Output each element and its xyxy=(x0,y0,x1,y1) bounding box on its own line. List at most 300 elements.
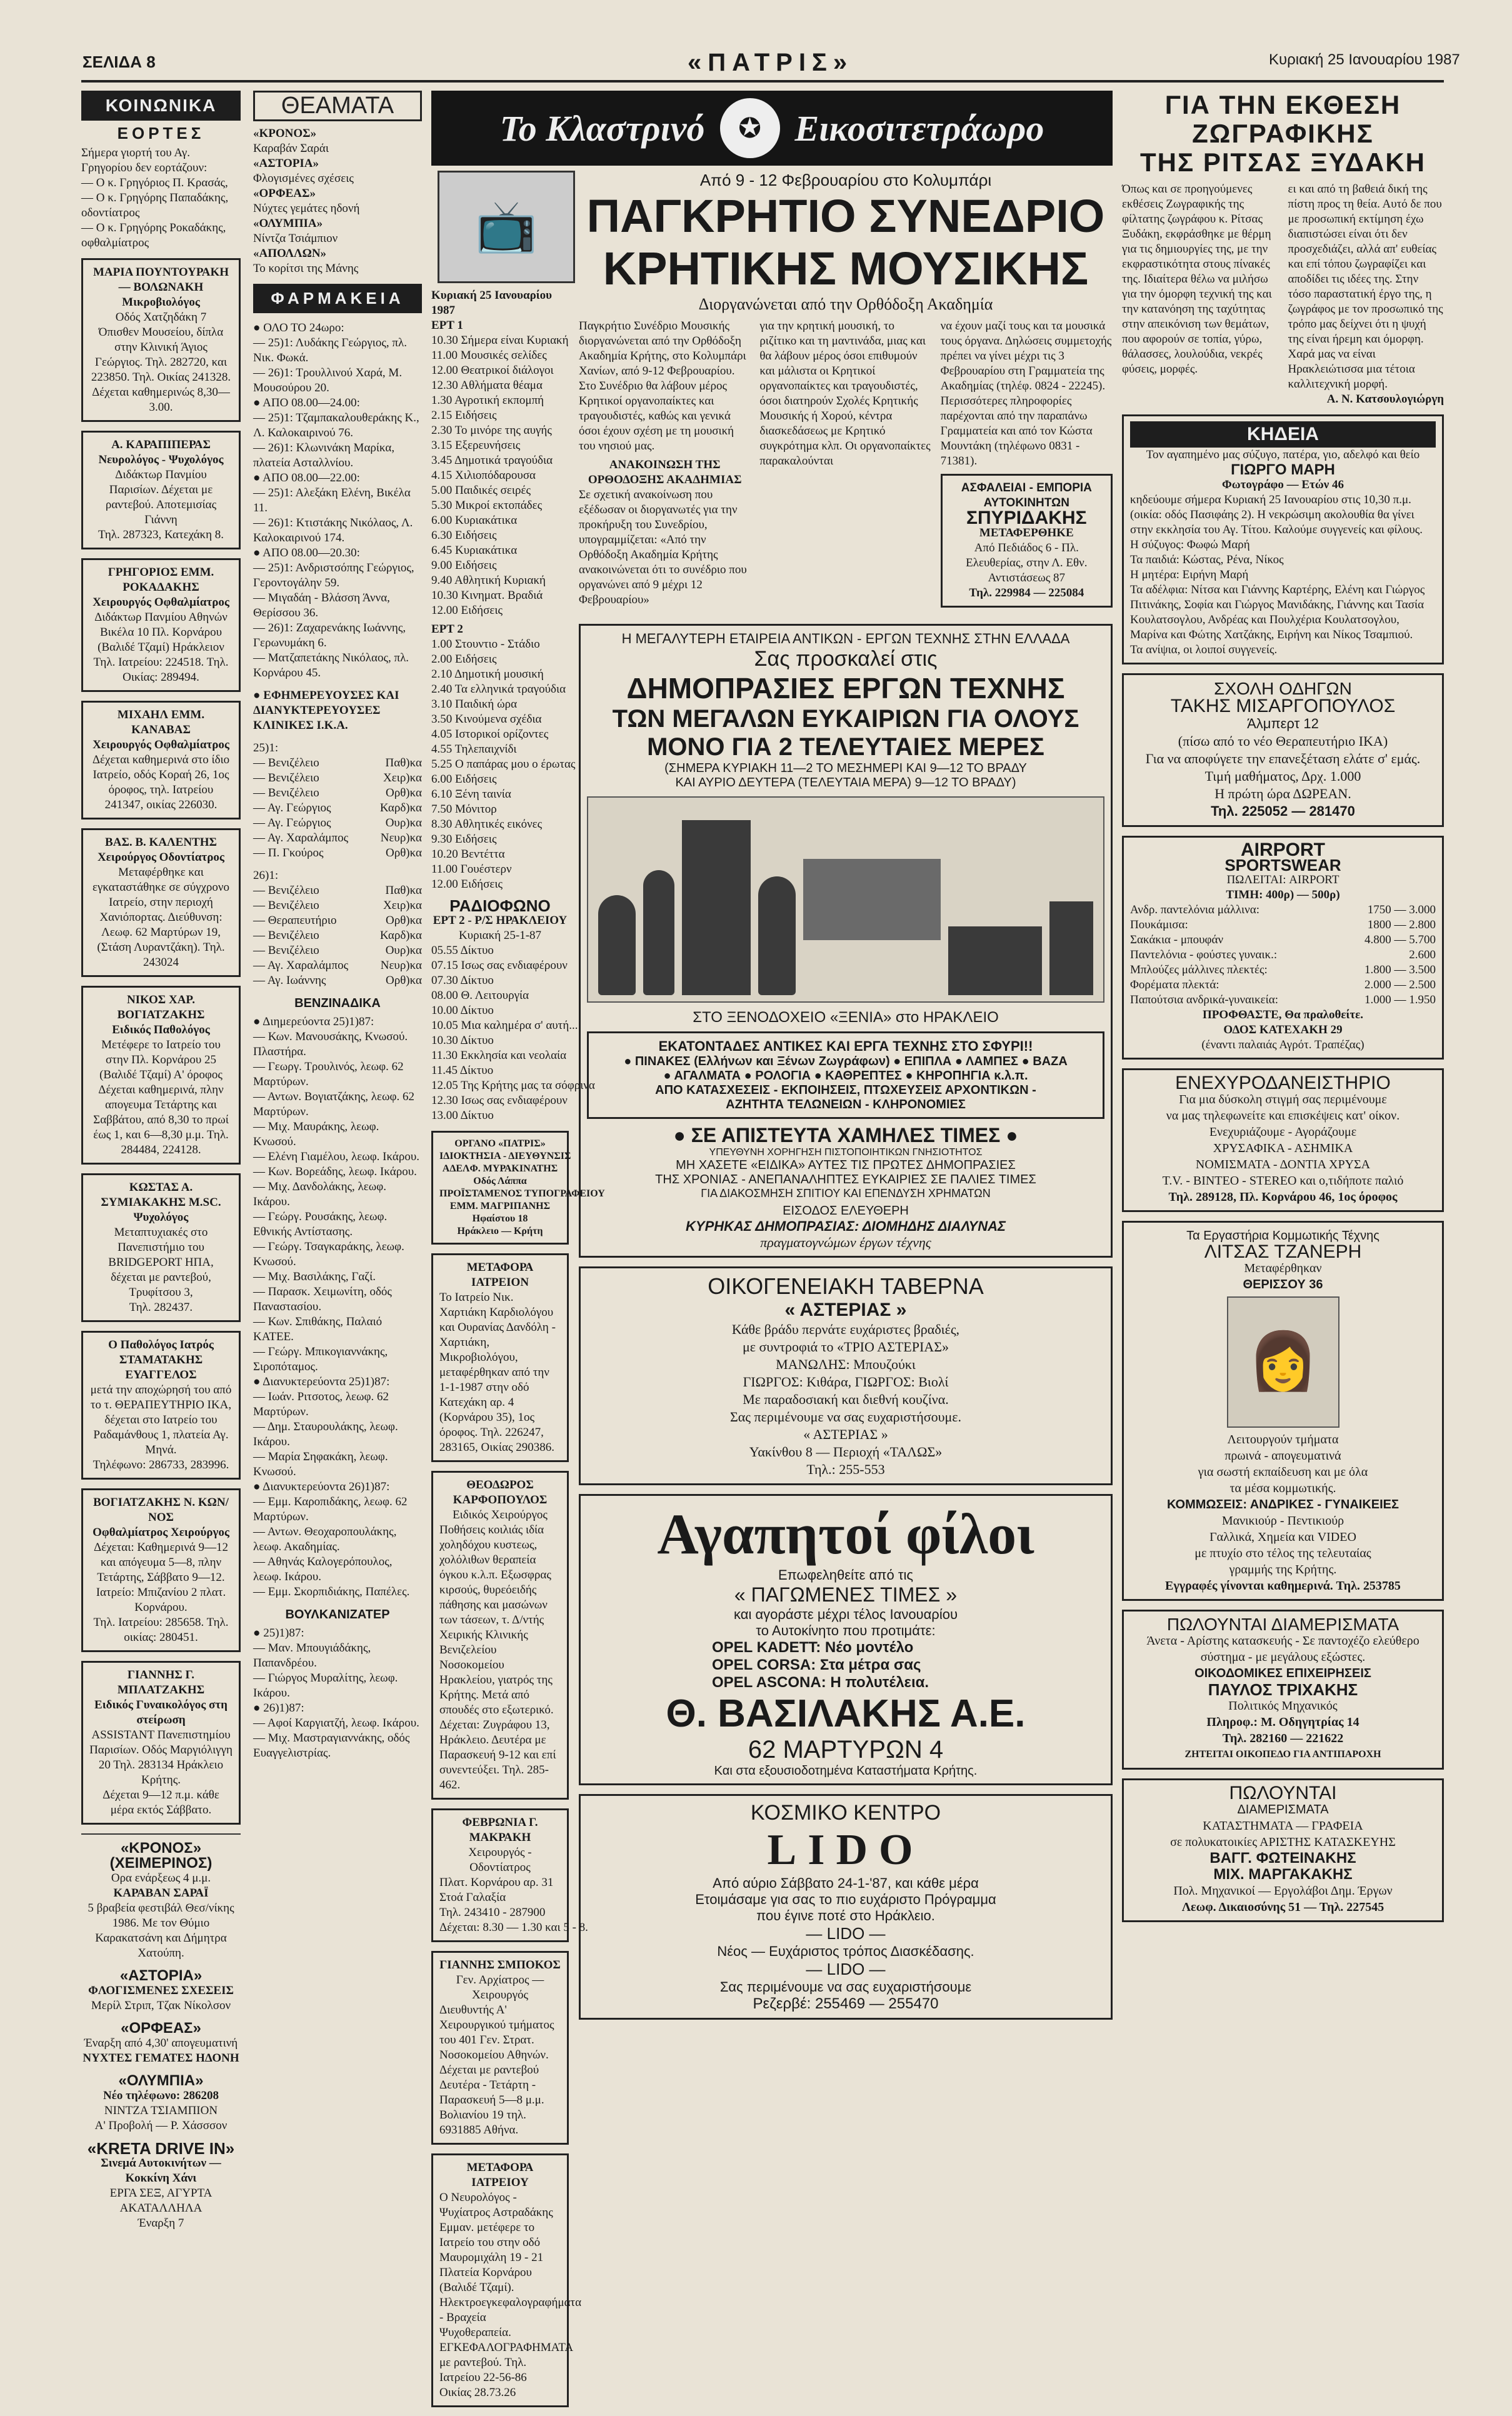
table-icon xyxy=(948,926,1042,995)
beauty-phone: Εγγραφές γίνονται καθημερινά. Τηλ. 253785 xyxy=(1165,1579,1401,1593)
heortes-title: ΕΟΡΤΕΣ xyxy=(117,124,205,143)
pawn-line: ΝΟΜΙΣΜΑΤΑ - ΔΟΝΤΙΑ ΧΡΥΣΑ xyxy=(1195,1158,1371,1171)
congress-text-2: για την κρητική μουσική, το ριζίτικο και τη μαντινάδα, μιας και θα λάβουν μέρος όσοι επιθυμούν και μάλιστα οι Κρητικοί οργανοπαίκτες και τραγουδιστές, όσοι διατηρούν Σχολές Κρητικής Μουσικής ή Χορού, κέντρα διασκεδάσεως με Κρητικό συγκρότημα κλπ. Οι οργανοπαίκτες παρακαλούνται xyxy=(759,319,931,468)
cinema-line: ΚΑΡΑΒΑΝ ΣΑΡΑΪ xyxy=(113,1887,209,1900)
insurance-title: ΑΣΦΑΛΕΙΑΙ - ΕΜΠΟΡΙΑ ΑΥΤΟΚΙΝΗΤΩΝ xyxy=(961,481,1092,509)
vulcan-line: — Μαν. Μπουγιάδάκης, Παπανδρέου. xyxy=(253,1642,371,1670)
sale2-title: ΠΩΛΟΥΝΤΑΙ xyxy=(1229,1783,1337,1803)
pawn-line: Για μια δύσκολη στιγμή σας περιμένουμε xyxy=(1179,1093,1387,1106)
cinema-line: ΕΡΓΑ ΣΕΞ, ΑΓΥΡΤΑ ΑΚΑΤΑΛΛΗΛΑ xyxy=(109,2187,213,2215)
theodoros-box xyxy=(431,1471,569,1800)
beauty-line: τα μέσα κομμωτικής. xyxy=(1229,1481,1336,1495)
doctor-line: Τηλέφωνο: 286733, 283996. xyxy=(93,1458,229,1471)
cinema-film: Νύχτες γεμάτες ηδονή xyxy=(253,202,360,215)
kideia-name: ΓΙΩΡΓΟ ΜΑΡΗ xyxy=(1231,461,1335,478)
airport-shop: ΠΩΛΕΙΤΑΙ: AIRPORT xyxy=(1226,873,1339,886)
schedule-line: 12.00 Ειδήσεις xyxy=(431,878,503,891)
auction-entry: ΕΙΣΟΔΟΣ ΕΛΕΥΘΕΡΗ xyxy=(783,1204,909,1218)
pharmacy-line: — 26)1: Κτιστάκης Νικόλαος, Λ. Καλοκαιρινού 174. xyxy=(253,516,413,544)
doctor-line: Μεταφέρθηκε και εγκαταστάθηκε σε σύγχρονο Ιατρείο, στην περιοχή Χανιόπορτας. Διεύθυνση: xyxy=(92,866,230,924)
duty-title: ● ΕΦΗΜΕΡΕΥΟΥΣΕΣ ΚΑΙ ΔΙΑΝΥΚΤΕΡΕΥΟΥΣΕΣ ΚΛΙΝΙΚΕΣ Ι.Κ.Α. xyxy=(253,689,399,732)
social-banner: ΚΟΙΝΩΝΙΚΑ xyxy=(81,91,241,121)
airport-item-cell: Φορέματα πλεκτά: xyxy=(1130,978,1219,991)
fevronia-line: Στοά Γαλαξία xyxy=(439,1891,506,1904)
duty-row-cell: Παθ)κα xyxy=(385,884,422,897)
duty-row-cell: — Βενιζέλειο xyxy=(253,771,319,784)
doctor-list xyxy=(81,258,241,1825)
duty-row xyxy=(253,973,422,988)
metafora-box xyxy=(431,1253,569,1462)
airport-item-cell: 4.800 — 5.700 xyxy=(1364,933,1436,946)
theodoros-title: ΘΕΟΔΩΡΟΣ ΚΑΡΦΟΠΟΥΛΟΣ xyxy=(453,1478,548,1506)
metafora-text: Το Ιατρείο Νικ. Χαρτιάκη Καρδιολόγου και Ουρανίας Δανδόλη - Χαρτιάκη, Μικροβιολόγου, μεταφέρθηκαν από την 1-1-1987 στην οδό Κατεχάκη αρ. 4 (Κορνάρου 35), 1ος όροφος. Τηλ. 226247, 283165, Οικίας 290386. xyxy=(439,1291,556,1454)
fevronia-line: Πλατ. Κορνάρου αρ. 31 xyxy=(439,1876,554,1889)
duty-row xyxy=(253,846,422,861)
sale-company: ΟΙΚΟΔΟΜΙΚΕΣ ΕΠΙΧΕΙΡΗΣΕΙΣ xyxy=(1194,1667,1371,1680)
doctor-name: Α. ΚΑΡΑΠΙΠΕΡΑΣ xyxy=(111,438,211,451)
congress-sub: Διοργανώνεται από την Ορθόδοξη Ακαδημία xyxy=(698,295,993,313)
school-addr2: (πίσω από το νέο Θεραπευτήριο ΙΚΑ) xyxy=(1178,733,1388,749)
beauty-name: ΛΙΤΣΑΣ ΤΖΑΝΕΡΗ xyxy=(1204,1241,1362,1262)
heortes-line: — Ο κ. Γρηγόρης Ροκαδάκης, οφθαλμίατρος xyxy=(81,221,226,249)
radio-line: 12.05 Της Κρήτης μας τα σόφρινα xyxy=(431,1079,595,1092)
exhibit-body xyxy=(1122,182,1444,407)
cinema-film: Νίντζα Τσιάμπιον xyxy=(253,232,338,245)
doctor-card xyxy=(81,258,241,422)
doctor-card xyxy=(81,986,241,1165)
beauty-box xyxy=(1122,1221,1444,1601)
heortes-line: Σήμερα γιορτή του Αγ. Γρηγορίου δεν εορτάζουν: xyxy=(81,146,208,174)
petrol-line: — Μαρία Σηφακάκη, λεωφ. Κνωσού. xyxy=(253,1450,388,1478)
pharmacy-line: — 26)1: Ζαχαρενάκης Ιωάννης, Γερωνυμάκη 6. xyxy=(253,621,406,649)
petrol-line: — Μιχ. Βασιλάκης, Γαζί. xyxy=(253,1270,376,1283)
taverna-line: Κάθε βράδυ περνάτε ευχάριστες βραδιές, xyxy=(731,1321,960,1337)
auction-intro: Η ΜΕΓΑΛΥΤΕΡΗ ΕΤΑΙΡΕΙΑ ΑΝΤΙΚΩΝ - ΕΡΓΩΝ ΤΕΧΝΗΣ ΣΤΗΝ ΕΛΛΑΔΑ xyxy=(621,631,1070,646)
schedule-line: 9.30 Ειδήσεις xyxy=(431,833,497,846)
duty-row-cell: Καρδ)κα xyxy=(379,929,422,942)
antiques-photo xyxy=(587,796,1104,1003)
schedule-line: 2.15 Ειδήσεις xyxy=(431,409,497,422)
taverna-name: « ΑΣΤΕΡΙΑΣ » xyxy=(784,1300,907,1320)
petrol-line: ● Διανυκτερεύοντα 25)1)87: xyxy=(253,1375,390,1388)
airport-item xyxy=(1130,978,1436,993)
cinema-line: ΝΥΧΤΕΣ ΓΕΜΑΤΕΣ ΗΔΟΝΗ xyxy=(83,2052,239,2065)
announce-title: ΑΝΑΚΟΙΝΩΣΗ ΤΗΣ ΟΡΘΟΔΟΞΗΣ ΑΚΑΔΗΜΙΑΣ xyxy=(588,458,742,486)
fevronia-box xyxy=(431,1808,588,1942)
doctor-name: ΚΩΣΤΑΣ Α. ΣΥΜΙΑΚΑΚΗΣ M.SC. xyxy=(101,1181,221,1209)
school-line: Για να αποφύγετε την επανεξέταση ελάτε σ' εμάς. xyxy=(1145,751,1421,766)
taverna-line: « ΑΣΤΕΡΙΑΣ » xyxy=(803,1426,888,1442)
airport-foot: (έναντι παλαιάς Αγρότ. Τραπέζας) xyxy=(1201,1038,1364,1051)
radio-line: 08.00 Θ. Λειτουργία xyxy=(431,989,529,1002)
doctor-card xyxy=(81,1488,241,1652)
vulcan-line: ● 25)1)87: xyxy=(253,1627,304,1640)
schedule-line: 5.00 Παιδικές σειρές xyxy=(431,484,531,497)
lido-wait: Σας περιμένουμε να σας ευχαριστήσουμε xyxy=(719,1979,972,1995)
schedule-line: 6.00 Κυριακάτικα xyxy=(431,514,518,527)
duty-row xyxy=(253,898,422,913)
beauty-lines xyxy=(1130,1431,1436,1496)
airport-box xyxy=(1122,836,1444,1060)
lido-title: ΚΟΣΜΙΚΟ ΚΕΝΤΡΟ xyxy=(750,1801,941,1825)
pawn-box xyxy=(1122,1068,1444,1212)
airport-price: ΤΙΜΗ: 400ρ) — 500ρ) xyxy=(1226,888,1340,901)
school-line: Τιμή μαθήματος, Δρχ. 1.000 xyxy=(1204,768,1361,784)
doctor-line: Μικροβιολόγος xyxy=(122,296,200,309)
banner-right-text: Εικοσιτετράωρο xyxy=(794,108,1044,149)
airport-sub: SPORTSWEAR xyxy=(1224,856,1341,875)
duty-list-26 xyxy=(253,868,422,988)
vulcan-line: — Αφοί Καργιατζή, λεωφ. Ικάρου. xyxy=(253,1717,419,1730)
doctor-name: ΒΟΓΙΑΤΖΑΚΗΣ Ν. ΚΩΝ/ΝΟΣ xyxy=(93,1496,229,1524)
beauty-line: Λειτουργούν τμήματα xyxy=(1227,1433,1339,1446)
kideia-age: Φωτογράφο — Ετών 46 xyxy=(1222,478,1344,491)
agapitoi-address: 62 ΜΑΡΤΥΡΩΝ 4 xyxy=(748,1736,944,1763)
beauty-manicure: Μανικιούρ - Πεντικιούρ xyxy=(1221,1514,1344,1528)
petrol-line: — Αντων. Θεοχαροπουλάκης, λεωφ. Ακαδημίας. xyxy=(253,1525,397,1553)
fevronia-line: Τηλ. 243410 - 287900 xyxy=(439,1906,546,1919)
vulcan-title: ΒΟΥΛΚΑΝΙΖΑΤΕΡ xyxy=(285,1608,390,1622)
duty-row-cell: — Π. Γκούρος xyxy=(253,846,324,860)
duty-row-cell: Ουρ)κα xyxy=(385,816,422,830)
duty-row xyxy=(253,786,422,801)
auction-box-line: ● ΑΓΑΛΜΑΤΑ ● ΡΟΛΟΓΙΑ ● ΚΑΘΡΕΠΤΕΣ ● ΚΗΡΟΠΗΓΙΑ κ.λ.π. xyxy=(663,1069,1028,1083)
doctor-line: Μετέφερε το Ιατρείο του στην Πλ. Κορνάρου 25 (Βαλιδέ Τζαμί) Α' όροφος xyxy=(99,1038,223,1081)
beauty-addr: ΘΕΡΙΣΣΟΥ 36 xyxy=(1243,1278,1323,1291)
schedule-line: 2.30 Το μινόρε της αυγής xyxy=(431,424,552,437)
schedule-line: 8.30 Αθλητικές εικόνες xyxy=(431,818,543,831)
doctor-name: Ο Παθολόγος Ιατρός ΣΤΑΜΑΤΑΚΗΣ ΕΥΑΓΓΕΛΟΣ xyxy=(108,1338,214,1381)
schedule-line: 4.15 Χιλιοπόδαρουσα xyxy=(431,469,536,482)
airport-foot: ΠΡΟΦΘΑΣΤΕ, Θα πραλοθείτε. xyxy=(1203,1008,1363,1021)
schedule-line: 2.00 Ειδήσεις xyxy=(431,653,497,666)
cinema-name: «ΑΠΟΛΛΩΝ» xyxy=(253,247,327,260)
auction-sub-2: ΜΟΝΟ ΓΙΑ 2 ΤΕΛΕΥΤΑΙΕΣ ΜΕΡΕΣ xyxy=(647,733,1044,761)
exhibit-sign: Α. Ν. Κατσουλογιώργη xyxy=(1326,393,1444,406)
petrol-line: — Γεώργ. Μπικογιαννάκης, Σιροπόταμος. xyxy=(253,1345,388,1373)
doctor-line: Νευρολόγος - Ψυχολόγος xyxy=(98,453,224,466)
duty-row-cell: Καρδ)κα xyxy=(379,801,422,815)
cinema-line: ΦΛΟΓΙΣΜΕΝΕΣ ΣΧΕΣΕΙΣ xyxy=(88,1984,234,1997)
schedule-date: Κυριακή 25 Ιανουαρίου 1987 xyxy=(431,289,553,317)
pawn-line: T.V. - ΒΙΝΤΕΟ - STEREO και ο,τιδήποτε παλιό xyxy=(1162,1174,1404,1188)
pharmacy-line: — 25)1: Ανδριστσόπης Γεώργιος, Γεροντογάλην 59. xyxy=(253,561,414,589)
pawn-phone: Τηλ. 289128, Πλ. Κορνάρου 46, 1ος όροφος xyxy=(1168,1190,1398,1204)
auction-auctioneer-role: πραγματογνώμων έργων τέχνης xyxy=(760,1235,931,1250)
agapitoi-ad xyxy=(579,1494,1113,1785)
sale2-name: ΜΙΧ. ΜΑΡΓΑΚΑΚΗΣ xyxy=(1213,1866,1353,1883)
auction-dont-miss: ΤΗΣ ΧΡΟΝΙΑΣ - ΑΝΕΠΑΝΑΛΗΠΤΕΣ ΕΥΚΑΙΡΙΕΣ ΣΕ ΠΑΛΙΕΣ ΤΙΜΕΣ xyxy=(655,1173,1036,1186)
insurance-name: ΣΠΥΡΙΔΑΚΗΣ xyxy=(966,508,1087,528)
doctor-line: Χειρούργος Οδοντίατρος xyxy=(98,851,224,864)
taverna-line: Υακίνθου 8 — Περιοχή «ΤΑΛΩΣ» xyxy=(749,1444,943,1460)
radio-line: 07.30 Δίκτυο xyxy=(431,974,494,987)
duty-row-cell: — Βενιζέλειο xyxy=(253,786,319,799)
schedule-line: 3.10 Παιδική ώρα xyxy=(431,698,518,711)
chair-icon xyxy=(1049,901,1093,995)
schedule-line: 7.50 Μόνιτορ xyxy=(431,803,497,816)
cinema-title: «ΚΡΟΝΟΣ» (ΧΕΙΜΕΡΙΝΟΣ) xyxy=(109,1840,213,1872)
column-social xyxy=(81,91,241,2238)
airport-item xyxy=(1130,903,1436,918)
petrol-line: — Δημ. Σταυρουλάκης, λεωφ. Ικάρου. xyxy=(253,1420,398,1448)
duty-row xyxy=(253,913,422,928)
taverna-line: ΓΙΩΡΓΟΣ: Κιθάρα, ΓΙΩΡΓΟΣ: Βιολί xyxy=(743,1374,949,1390)
fevronia-line: Δέχεται: 8.30 — 1.30 και 5 - 8. xyxy=(439,1921,588,1934)
petrol-line: — Κων. Σπιθάκης, Παλαιό ΚΑΤΕΕ. xyxy=(253,1315,383,1343)
duty-row-cell: Παθ)κα xyxy=(385,756,422,769)
school-name: ΤΑΚΗΣ ΜΙΣΑΡΓΟΠΟΥΛΟΣ xyxy=(1170,696,1396,716)
cinema-line: Μερίλ Στριπ, Τζακ Νίκολσον xyxy=(91,1999,231,2012)
owner-line: ΙΔΙΟΚΤΗΣΙΑ - ΔΙΕΥΘΥΝΣΙΣ xyxy=(439,1151,571,1161)
owner-line: ΑΔΕΛΦ. ΜΥΡΑΚΙΝΑΤΗΣ xyxy=(442,1163,558,1174)
auction-hotel: ΣΤΟ ΞΕΝΟΔΟΧΕΙΟ «ΞΕΝΙΑ» στο ΗΡΑΚΛΕΙΟ xyxy=(693,1009,999,1026)
doctor-line: Μεταπτυχιακές στο Πανεπιστήμιο του BRIDGEPORT ΗΠΑ, δέχεται με ραντεβού, Τρυφίτσου 3, xyxy=(108,1226,214,1299)
sale-title: ΠΩΛΟΥΝΤΑΙ ΔΙΑΜΕΡΙΣΜΑΤΑ xyxy=(1166,1615,1399,1634)
petrol-list xyxy=(253,1015,422,1600)
ept2-title: ΕΡΤ 2 xyxy=(431,623,463,636)
cinema-title: «KRETA DRIVE IN» xyxy=(87,2139,235,2158)
vulcan-line: — Μιχ. Μαστραγιαννάκης, οδός Ευαγγελιστρίας. xyxy=(253,1732,410,1760)
schedule-line: 4.55 Τηλεπαιχνίδι xyxy=(431,743,517,756)
congress-text-1: Παγκρήτιο Συνέδριο Μουσικής διοργανώνεται από την Ορθόδοξη Ακαδημία Κρήτης, στο Κολυμπάρι Χανίων, από 9-12 Φεβρουαρίου. Στο Συνέδριο θα λάβουν μέρος Κρητικοί οργανοπαίκτες και τραγουδιστές, καθώς και γενικά όσοι έχουν σχέση με τη μουσική του νησιού μας. xyxy=(579,319,746,453)
airport-title: AIRPORT xyxy=(1241,840,1325,860)
duty-row-cell: — Βενιζέλειο xyxy=(253,899,319,912)
cinema-name: «ΟΡΦΕΑΣ» xyxy=(253,187,316,200)
woman-portrait-icon: 👩 xyxy=(1227,1296,1339,1428)
cinema-film: Το κορίτσι της Μάνης xyxy=(253,262,359,275)
radio-line: 10.00 Δίκτυο xyxy=(431,1004,494,1017)
doctor-line: μετά την αποχώρησή του από το τ. ΘΕΡΑΠΕΥΤΗΡΙΟ ΙΚΑ, δέχεται στο Ιατρείο του Ραδαμάνθους 1, πλατεία Αγ. Μηνά. xyxy=(90,1383,232,1456)
beauty-moved: Μεταφέρθηκαν xyxy=(1244,1261,1322,1275)
petrol-line: — Κων. Βορεάδης, λεωφ. Ικάρου. xyxy=(253,1165,417,1178)
beauty-line: Γαλλικά, Χημεία και VIDEO xyxy=(1209,1530,1356,1544)
kideia-relative: Η σύζυγος: Φωφώ Μαρή xyxy=(1130,538,1250,551)
petrol-line: ● Διανυκτερεύοντα 26)1)87: xyxy=(253,1480,390,1493)
kideia-relative: Τα αδέλφια: Νίτσα και Γιάννης Καρτέρης, Ελένη και Γιώργος Πιτινάκης, Σοφία και Γιώργος Μανιδάκης, Γιάννης και Τασία Κουλατσογλου, Ανδρέας και Πουλχέρια Κουλατσογλου, Μαρίνα και Φώτης Χατζάκης, Ειρήνη και Νίκος Τσαμπιού. xyxy=(1130,583,1425,641)
sale2-name: ΒΑΓΓ. ΦΩΤΕΙΝΑΚΗΣ xyxy=(1209,1850,1356,1867)
doctor-card xyxy=(81,701,241,820)
lido-new: Νέος — Ευχάριστος τρόπος Διασκέδασης. xyxy=(717,1943,974,1959)
duty-row-cell: — Αγ. Χαραλάμπος xyxy=(253,959,349,972)
schedule-line: 1.00 Στουντιο - Στάδιο xyxy=(431,638,540,651)
insurance-address: Από Πεδιάδος 6 - Πλ. Ελευθερίας, στην Λ. Εθν. Αντιστάσεως 87 xyxy=(966,541,1088,584)
airport-item-cell: 2.000 — 2.500 xyxy=(1364,978,1436,991)
schedule-line: 9.00 Ειδήσεις xyxy=(431,559,497,572)
kideia-relative: Τα παιδιά: Κώστας, Ρένα, Νίκος xyxy=(1130,553,1284,566)
vase-icon xyxy=(643,870,674,995)
fevronia-title: ΦΕΒΡΩΝΙΑ Γ. ΜΑΚΡΑΚΗ xyxy=(462,1816,538,1844)
taverna-line: Σας περιμένουμε να σας ευχαριστήσουμε. xyxy=(729,1409,962,1425)
auction-sub-1: ΤΩΝ ΜΕΓΑΛΩΝ ΕΥΚΑΙΡΙΩΝ ΓΙΑ ΟΛΟΥΣ xyxy=(612,705,1079,733)
airport-item-cell: 1750 — 3.000 xyxy=(1367,903,1436,916)
beauty-line: με πτυχίο στο τέλος της τελευταίας xyxy=(1194,1546,1371,1560)
radio-list xyxy=(431,943,595,1123)
main-banner xyxy=(431,91,1113,166)
radio-sub: ΕΡΤ 2 - Ρ/Σ ΗΡΑΚΛΕΙΟΥ xyxy=(433,914,568,927)
pharmacy-line: — 26)1: Κλωνινάκη Μαρίκα, πλατεία Ασταλλνίου. xyxy=(253,441,395,469)
taverna-lines xyxy=(587,1321,1104,1478)
cinema-kreta xyxy=(81,2141,241,2231)
sale-box xyxy=(1122,1610,1444,1770)
sale2-sub: ΔΙΑΜΕΡΙΣΜΑΤΑ xyxy=(1237,1803,1329,1817)
auction-box-line: ● ΠΙΝΑΚΕΣ (Ελλήνων και Ξένων Ζωγράφων) ● ΕΠΙΠΛΑ ● ΛΑΜΠΕΣ ● ΒΑΖΑ xyxy=(624,1055,1068,1068)
metafora2-text: Ο Νευρολόγος - Ψυχίατρος Αστραδάκης Εμμαν. μετέφερε το Ιατρείο του στην οδό Μαυρομιχάλη 19 - 21 Πλατεία Κορνάρου (Βαλιδέ Τζαμί). Ηλεκτροεγκεφαλογραφήματα - Βραχεία Ψυχοθεραπεία. ΕΓΚΕΦΑΛΟΓΡΑΦΗΜΑΤΑ με ραντεβού. Τηλ. Ιατρείου 22-56-86 Οικίας 28.73.26 xyxy=(439,2191,582,2399)
agapitoi-title: Αγαπητοί φίλοι xyxy=(657,1502,1034,1566)
congress-text-3: να έχουν μαζί τους και τα μουσικά τους όργανα. Δηλώσεις συμμετοχής πρέπει να γίνει μέχρι τις 3 Φεβρουαρίου στη Γραμματεία της Ακαδημίας (τηλέφ. 0824 - 22245). Περισσότερες πληροφορίες παρέχονται από την παραπάνω Γραμματεία και από τον Κώστα Μουντάκη (τηλέφωνο 0831 - 71381). xyxy=(940,319,1112,468)
pharmacy-line: — 25)1: Λυδάκης Γεώργιος, πλ. Νικ. Φωκά. xyxy=(253,336,407,364)
doctor-name: ΜΑΡΙΑ ΠΟΥΝΤΟΥΡΑΚΗ — ΒΟΛΩΝΑΚΗ xyxy=(93,266,229,294)
doctor-line: Οφθαλμίατρος Χειρούργος xyxy=(93,1526,229,1539)
doctor-line: Οδός Χατζηδάκη 7 xyxy=(115,311,207,324)
insurance-phone: Τηλ. 229984 — 225084 xyxy=(969,586,1084,599)
airport-item xyxy=(1130,918,1436,933)
school-title: ΣΧΟΛΗ ΟΔΗΓΩΝ xyxy=(1214,679,1352,698)
doctor-card xyxy=(81,1331,241,1480)
duty-row-cell: — Θεραπευτήριο xyxy=(253,914,337,927)
schedule-line: 2.40 Τα ελληνικά τραγούδια xyxy=(431,683,566,696)
radio-line: 10.05 Μια καλημέρα σ' αυτή... xyxy=(431,1019,578,1032)
doctor-line: ASSISTANT Πανεπιστημίου Παρισίων. Οδός Μαργιόλιγγη 20 Τηλ. 283134 Ηράκλειο Κρήτης. xyxy=(89,1728,233,1787)
radio-date: Κυριακή 25-1-87 xyxy=(458,929,542,942)
schedule-line: 5.25 Ο παπάρας μου ο έρωτας xyxy=(431,758,576,771)
duty-row xyxy=(253,868,422,883)
airport-item-cell: Παντελόνια - φούστες γυναικ.: xyxy=(1130,948,1278,961)
schedule-line: 12.00 Ειδήσεις xyxy=(431,604,503,617)
radio-line: 07.15 Ισως σας ενδιαφέρουν xyxy=(431,959,568,972)
duty-row-cell: Ορθ)κα xyxy=(386,786,422,799)
pawn-line: ΧΡΥΣΑΦΙΚΑ - ΑΣΗΜΙΚΑ xyxy=(1213,1141,1353,1155)
vase-icon xyxy=(758,876,796,995)
doctor-line: Δέχεται: Καθημερινά 9—12 και απόγευμα 5—8, πλην Τετάρτης, Σάββατο 9—12. Ιατρείο: Μπιζανίου 2 πλατ. Κορνάρου. xyxy=(94,1541,228,1614)
taverna-line: με συντροφιά το «ΤΡΙΟ ΑΣΤΕΡΙΑΣ» xyxy=(742,1339,949,1355)
kideia-box xyxy=(1122,414,1444,664)
doctor-line: Ψυχολόγος xyxy=(133,1211,189,1224)
petrol-line: — Γεώργ. Ρουσάκης, λεωφ. Εθνικής Αντίστασης. xyxy=(253,1210,388,1238)
banner-left-text: Το Κλαστρινό xyxy=(499,108,705,149)
schedule-line: 9.40 Αθλητική Κυριακή xyxy=(431,574,546,587)
announce-text: Σε σχετική ανακοίνωση που εξέδωσαν οι διοργανωτές για την προκήρυξη του Συνεδρίου, υπογραμμίζεται: «Από την Ορθόδοξη Ακαδημία Κρήτης ανακοινώνεται ότι το συνέδριο που οργανώνει από 9 μέχρι 12 Φεβρουαρίου» xyxy=(579,488,747,606)
duty-row-cell: — Αγ. Ιωάννης xyxy=(253,974,326,987)
agapitoi-frozen: « ΠΑΓΩΜΕΝΕΣ ΤΙΜΕΣ » xyxy=(734,1583,958,1606)
giannis-box xyxy=(431,1951,569,2145)
cinema-film: Καραβάν Σαράι xyxy=(253,142,329,155)
doctor-line: Διδάκτωρ Πανμίου Αθηνών xyxy=(94,611,228,624)
content-column xyxy=(579,171,1113,2416)
doctor-line: Διδάκτωρ Πανμίου Παρισίων. Δέχεται με ραντεβού. Αποτεμισίας Γιάννη xyxy=(105,468,217,526)
pharmacies-banner: ΦΑΡΜΑΚΕΙΑ xyxy=(253,284,422,313)
auction-guarantee: ΥΠΕΥΘΥΝΗ ΧΟΡΗΓΗΣΗ ΠΙΣΤΟΠΟΙΗΤΙΚΩΝ ΓΝΗΣΙΟΤΗΤΟΣ xyxy=(709,1147,983,1158)
doctor-card xyxy=(81,558,241,692)
doctor-name: ΓΙΑΝΝΗΣ Γ. ΜΠΛΑΤΖΑΚΗΣ xyxy=(117,1668,205,1697)
cinema-film: Φλογισμένες σχέσεις xyxy=(253,172,354,185)
cinema-line: 5 βραβεία φεστιβάλ Θεσ/νίκης 1986. Με τον Θύμιο Καρακατσάνη και Δήμητρα Χατούπη. xyxy=(88,1902,234,1960)
duty-row-cell: 26)1: xyxy=(253,869,279,882)
doctor-line: Δέχεται 9—12 π.μ. κάθε μέρα εκτός Σάββατο. xyxy=(103,1788,219,1817)
pharmacy-line: — 25)1: Αλεξάκη Ελένη, Βικέλα 11. xyxy=(253,486,411,514)
schedule-line: 10.30 Κινηματ. Βραδιά xyxy=(431,589,543,602)
pharmacy-line: — Μιγαδάη - Βλάσση Άννα, Θερίσσου 36. xyxy=(253,591,390,619)
duty-row xyxy=(253,741,422,756)
airport-item-cell: Μπλούζες μάλλινες πλεκτές: xyxy=(1130,963,1268,976)
doctor-line: Τηλ. Ιατρείου: 285658. Τηλ. οικίας: 280451. xyxy=(93,1616,229,1644)
schedule-line: 1.30 Αγροτική εκπομπή xyxy=(431,394,544,407)
duty-row xyxy=(253,883,422,898)
radio-line: 05.55 Δίκτυο xyxy=(431,944,494,957)
kideia-relatives xyxy=(1130,538,1436,658)
petrol-line: ● Διημερεύοντα 25)1)87: xyxy=(253,1015,374,1028)
airport-foot: ΟΔΟΣ ΚΑΤΕΧΑΚΗ 29 xyxy=(1223,1023,1343,1036)
owner-line: ΕΜΜ. ΜΑΓΡΙΠΑΝΗΣ xyxy=(449,1201,551,1211)
congress-body xyxy=(579,319,1113,616)
schedule-line: 4.05 Ιστορικοί ορίζοντες xyxy=(431,728,549,741)
lido-phone: Ρεζερβέ: 255469 — 255470 xyxy=(753,1995,939,2012)
vase-icon xyxy=(598,895,636,995)
airport-item-cell: 2.600 xyxy=(1409,948,1436,961)
agapitoi-footer: Και στα εξουσιοδοτημένα Καταστήματα Κρήτης. xyxy=(714,1764,978,1778)
owner-line: Οδός Λάππα xyxy=(473,1176,527,1186)
beauty-line: γραμμής της Κρήτης. xyxy=(1229,1563,1337,1576)
duty-row-cell: — Βενιζέλειο xyxy=(253,929,319,942)
cinema-olympia xyxy=(81,2073,241,2133)
cinema-name: «ΑΣΤΟΡΙΑ» xyxy=(253,157,319,170)
doctor-card xyxy=(81,1661,241,1825)
schedule-line: 3.50 Κινούμενα σχέδια xyxy=(431,713,542,726)
sale-name: ΠΑΥΛΟΣ ΤΡΙΧΑΚΗΣ xyxy=(1208,1680,1358,1699)
school-box xyxy=(1122,673,1444,827)
school-line: Η πρώτη ώρα ΔΩΡΕΑΝ. xyxy=(1214,786,1351,801)
radio-title: ΡΑΔΙΟΦΩΝΟ xyxy=(449,896,551,915)
petrol-line: — Γεώργ. Τσαγκαράκης, λεωφ. Κνωσού. xyxy=(253,1240,404,1268)
giannis-sub: Γεν. Αρχίατρος — Χειρουργός xyxy=(456,1973,544,2002)
congress-intro: Από 9 - 12 Φεβρουαρίου στο Κολυμπάρι xyxy=(699,171,992,189)
agapitoi-car: OPEL CORSA: Στα μέτρα σας xyxy=(712,1657,921,1673)
doctor-card xyxy=(81,431,241,549)
doctor-line: Τηλ. 287323, Κατεχάκη 8. xyxy=(98,528,224,541)
issue-date: Κυριακή 25 Ιανουαρίου 1987 xyxy=(1269,51,1460,68)
schedule-line: 6.30 Ειδήσεις xyxy=(431,529,497,542)
tv-icon: 📺 xyxy=(438,171,575,283)
auction-box xyxy=(587,1031,1104,1119)
doctor-line: Χειρουργός Οφθαλμίατρος xyxy=(93,738,229,751)
kideia-text-2: κηδεύουμε σήμερα Κυριακή 25 Ιανουαρίου στις 10,30 π.μ. (οικία: οδός Πασιφάης 2). Η νεκρώσιμη ακολουθία θα γίνει στην εκκλησία του Αγ. Τίτου. Καλούμε συγγενείς και φίλους. xyxy=(1130,493,1423,536)
cinema-name: «ΟΛΥΜΠΙΑ» xyxy=(253,217,323,230)
duty-row-cell: Ουρ)κα xyxy=(385,944,422,957)
doctor-card xyxy=(81,1173,241,1322)
cinema-title: «ΑΣΤΟΡΙΑ» xyxy=(119,1967,203,1984)
auction-invites: Σας προσκαλεί στις xyxy=(754,647,938,671)
agapitoi-company: Θ. ΒΑΣΙΛΑΚΗΣ Α.Ε. xyxy=(666,1692,1026,1735)
schedule-line: 10.30 Σήμερα είναι Κυριακή xyxy=(431,334,569,347)
cinema-name: «ΚΡΟΝΟΣ» xyxy=(253,127,317,140)
sale-role: Πολιτικός Μηχανικός xyxy=(1228,1699,1338,1713)
taverna-line: ΜΑΝΩΛΗΣ: Μπουζούκι xyxy=(776,1356,916,1372)
auction-auctioneer: ΚΥΡΗΚΑΣ ΔΗΜΟΠΡΑΣΙΑΣ: ΔΙΟΜΗΔΗΣ ΔΙΑΛΥΝΑΣ xyxy=(686,1218,1006,1234)
giannis-title: ΓΙΑΝΝΗΣ ΣΜΠΟΚΟΣ xyxy=(439,1958,561,1972)
doctor-line: Βικέλα 10 Πλ. Κορνάρου (Βαλιδέ Τζαμί) Ηράκλειον Τηλ. Ιατρείου: 224518. Τηλ. Οικίας: 289494. xyxy=(93,626,229,684)
duty-row xyxy=(253,928,422,943)
lido-line: που έγινε ποτέ στο Ηράκλειο. xyxy=(756,1908,935,1923)
owner-line: Ηράκλειο — Κρήτη xyxy=(457,1226,543,1236)
beauty-hair: ΚΟΜΜΩΣΕΙΣ: ΑΝΔΡΙΚΕΣ - ΓΥΝΑΙΚΕΙΕΣ xyxy=(1166,1498,1399,1511)
duty-row xyxy=(253,958,422,973)
pharmacy-line: ● ΟΛΟ ΤΟ 24ωρο: xyxy=(253,321,344,334)
insurance-moved: ΜΕΤΑΦΕΡΘΗΚΕ xyxy=(979,526,1074,539)
auction-ad xyxy=(579,624,1113,1258)
duty-row-cell: 25)1: xyxy=(253,741,279,754)
sale2-roles: Πολ. Μηχανικοί — Εργολάβοι Δημ. Έργων xyxy=(1173,1884,1393,1898)
ept2-list xyxy=(431,637,576,892)
